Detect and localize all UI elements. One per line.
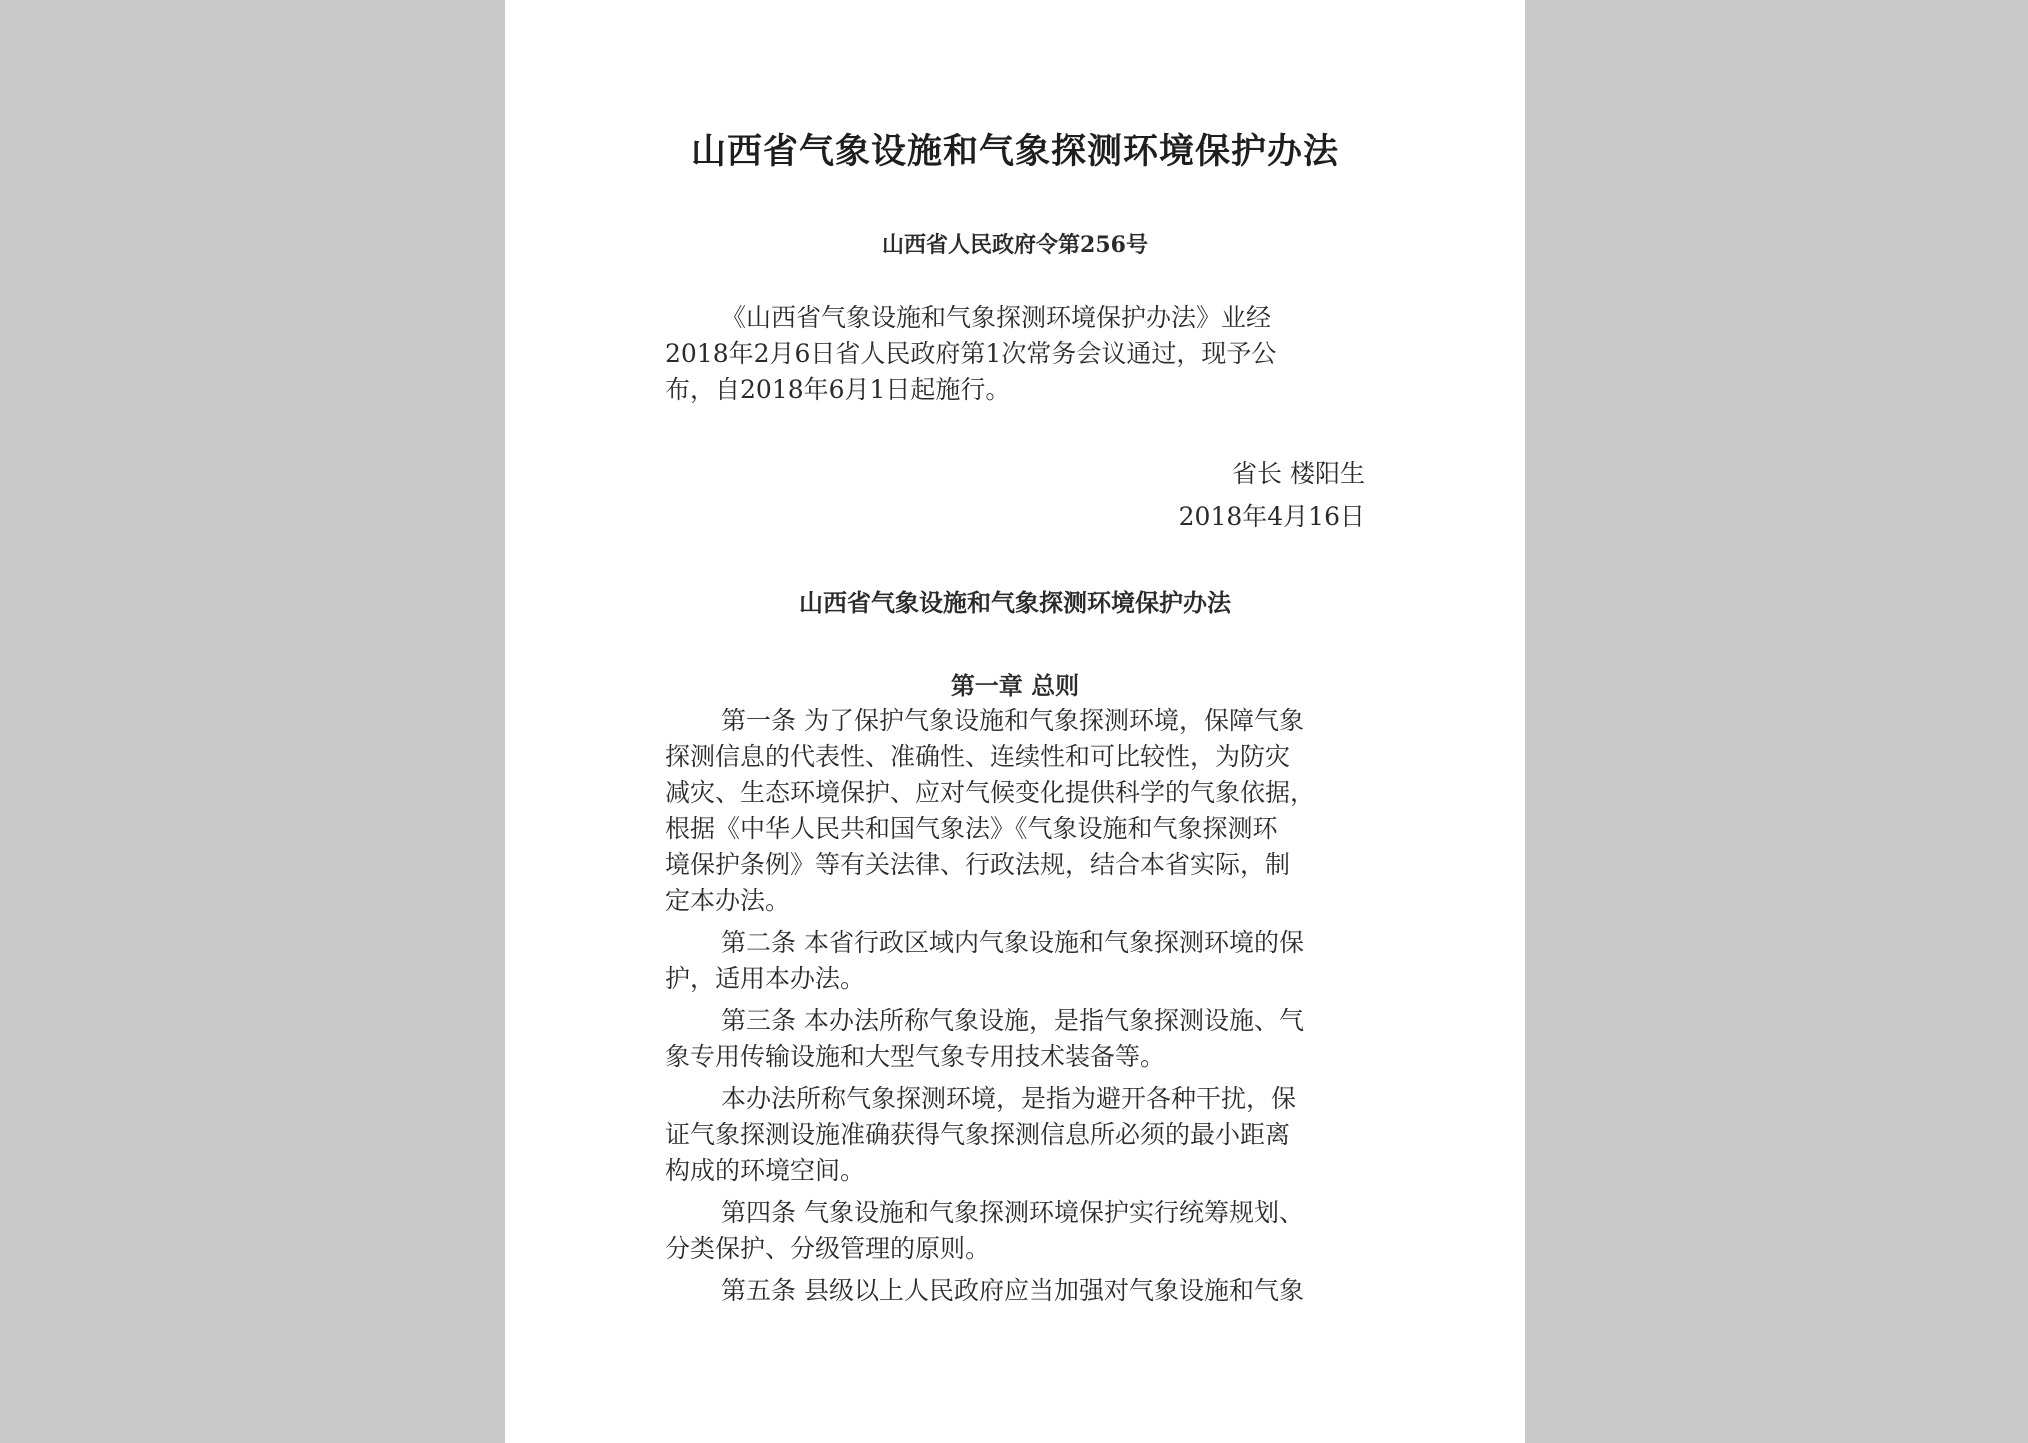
article-3-definition: [665, 1081, 1365, 1189]
article-line: 第五条 县级以上人民政府应当加强对气象设施和气象: [721, 1276, 1304, 1305]
article-2: [665, 925, 1365, 997]
promulgation-paragraph: [665, 300, 1365, 408]
article-line: 第四条 气象设施和气象探测环境保护实行统筹规划、: [721, 1198, 1304, 1227]
intro-line: 布，自2018年6月1日起施行。: [665, 375, 1011, 404]
signature-date: 2018年4月16日: [1178, 502, 1365, 531]
intro-line: 2018年2月6日省人民政府第1次常务会议通过，现予公: [665, 339, 1277, 368]
article-3: [665, 1003, 1365, 1075]
signature-governor: 省长 楼阳生: [1232, 459, 1365, 488]
article-line: 第三条 本办法所称气象设施，是指气象探测设施、气: [721, 1006, 1304, 1035]
article-line: 护，适用本办法。: [665, 964, 866, 993]
article-line: 境保护条例》等有关法律、行政法规，结合本省实际，制: [665, 850, 1291, 879]
order-number: 山西省人民政府令第256号: [882, 232, 1148, 258]
article-line: 证气象探测设施准确获得气象探测信息所必须的最小距离: [665, 1120, 1291, 1149]
article-5: [665, 1273, 1365, 1309]
regulation-title: 山西省气象设施和气象探测环境保护办法: [799, 588, 1231, 617]
document-title: 山西省气象设施和气象探测环境保护办法: [690, 131, 1339, 172]
intro-line: 《山西省气象设施和气象探测环境保护办法》业经: [721, 303, 1272, 332]
article-line: 减灾、生态环境保护、应对气候变化提供科学的气象依据，: [665, 778, 1316, 807]
article-line: 构成的环境空间。: [665, 1156, 866, 1185]
article-1: [665, 703, 1365, 919]
article-4: [665, 1195, 1365, 1267]
article-line: 探测信息的代表性、准确性、连续性和可比较性，为防灾: [665, 742, 1291, 771]
article-line: 分类保护、分级管理的原则。: [665, 1234, 991, 1263]
article-line: 根据《中华人民共和国气象法》《气象设施和气象探测环: [665, 814, 1278, 843]
article-line: 象专用传输设施和大型气象专用技术装备等。: [665, 1042, 1166, 1071]
article-line: 本办法所称气象探测环境，是指为避开各种干扰，保: [721, 1084, 1297, 1113]
document-page: [505, 0, 1525, 1443]
regulation-body: [665, 703, 1365, 1315]
chapter-heading: 第一章 总则: [950, 671, 1080, 700]
article-line: 定本办法。: [665, 886, 791, 915]
article-line: 第一条 为了保护气象设施和气象探测环境，保障气象: [721, 706, 1304, 735]
article-line: 第二条 本省行政区域内气象设施和气象探测环境的保: [721, 928, 1304, 957]
